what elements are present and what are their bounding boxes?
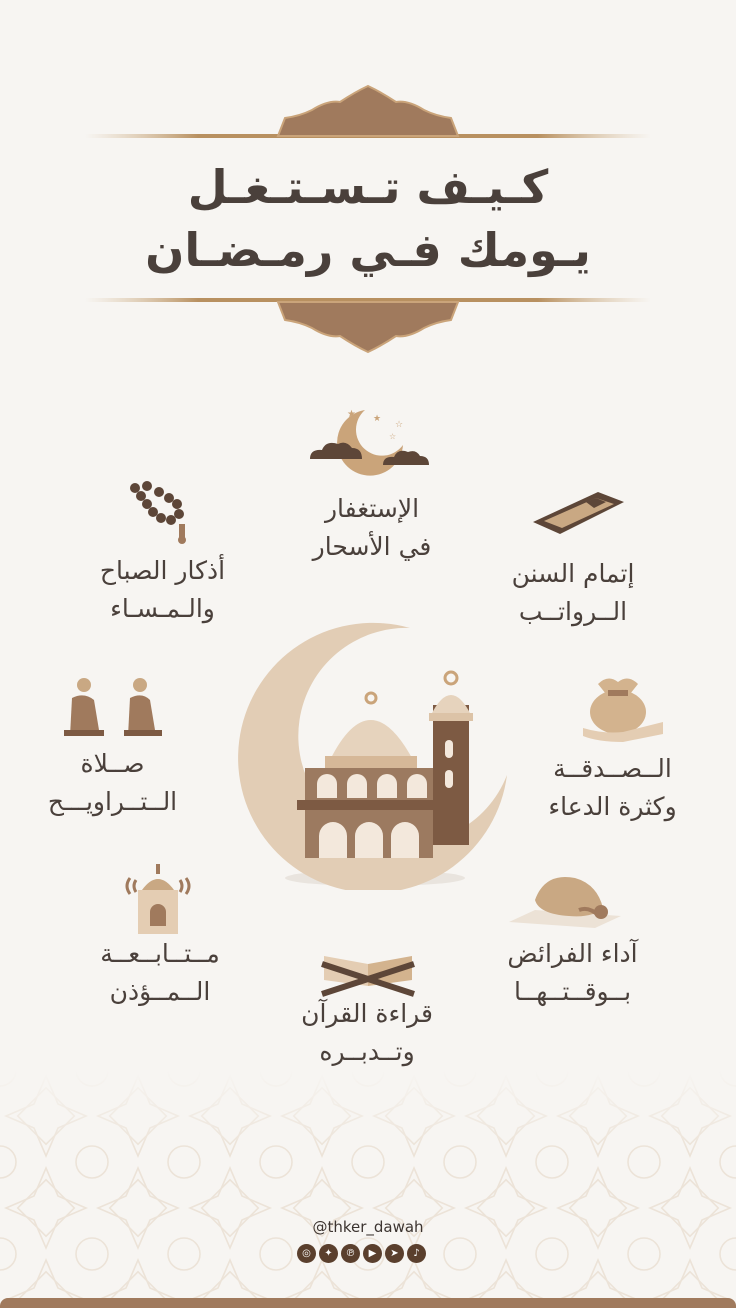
bottom-accent-bar [0,1298,736,1308]
telegram-icon[interactable]: ➤ [385,1244,404,1263]
svg-text:☆: ☆ [395,420,404,430]
islamic-pattern-background [0,1070,736,1298]
taraweeh-label: صــلاة الــتــراويـــح [47,749,178,816]
sunan-label: إتمام السنن الــرواتــب [511,559,635,626]
sadaqa-label: الــصــدقــة وكثرة الدعاء [548,754,677,821]
prayer-mat-icon [528,488,628,538]
crescent-mosque-icon [235,620,515,890]
faraid-label: آداء الفرائض بــوقــتــهــا [507,939,638,1006]
adhan-loudspeaker-icon [122,860,194,936]
adhkar-label: أذكار الصباح والـمـسـاء [99,556,226,623]
title-line-1: كـيـف تـسـتـغـل [187,160,549,214]
svg-text:☆: ☆ [389,432,397,441]
youtube-icon[interactable]: ▶ [363,1244,382,1263]
account-handle[interactable]: @thker_dawah [312,1218,424,1236]
muadhin-label: مــتــابــعــة الــمــؤذن [100,939,220,1006]
crescent-moon-clouds-icon [305,405,430,480]
instagram-icon[interactable]: ◎ [297,1244,316,1263]
praying-people-icon [60,676,165,738]
quran-label: قراءة القرآن وتــدبــره [301,999,433,1066]
quran-book-icon [316,950,420,1000]
prostrating-person-icon [505,870,625,932]
istighfar-label: الإستغفار في الأسحار [312,494,432,561]
tiktok-icon[interactable]: ♪ [407,1244,426,1263]
prayer-beads-icon [125,478,197,548]
social-icons [297,1244,426,1263]
pinterest-icon[interactable]: ℗ [341,1244,360,1263]
svg-text:★: ★ [373,414,382,424]
svg-text:★: ★ [347,409,356,420]
title-line-2: يـومك فـي رمـضـان [145,223,591,277]
charity-bag-hand-icon [578,672,668,742]
twitter-icon[interactable]: ✦ [319,1244,338,1263]
